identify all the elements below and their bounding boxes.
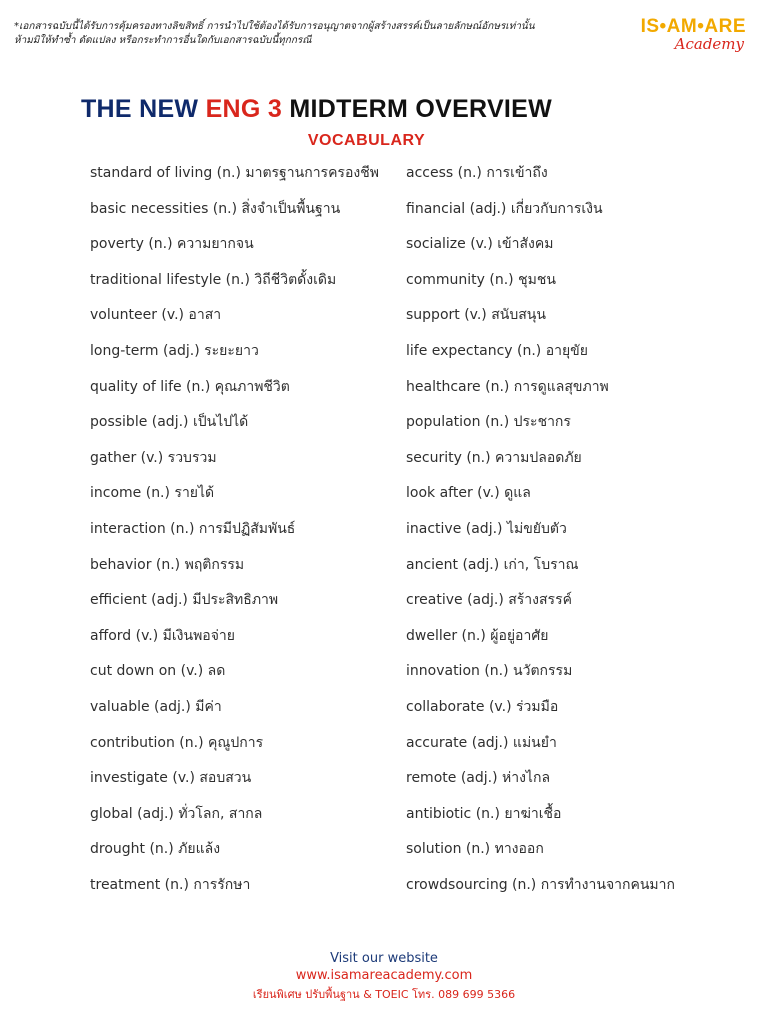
vocab-item: life expectancy (n.) อายุขัย <box>406 342 588 359</box>
vocab-item: innovation (n.) นวัตกรรม <box>406 663 573 680</box>
title-part-2: ENG 3 <box>205 95 283 123</box>
vocab-item: population (n.) ประชากร <box>406 414 571 431</box>
vocab-item: healthcare (n.) การดูแลสุขภาพ <box>406 378 609 395</box>
vocab-item: poverty (n.) ความยากจน <box>90 236 254 253</box>
vocabulary-column-left <box>90 156 410 903</box>
vocab-item: support (v.) สนับสนุน <box>406 307 546 324</box>
vocab-item: cut down on (v.) ลด <box>90 663 226 680</box>
vocab-item: collaborate (v.) ร่วมมือ <box>406 698 559 715</box>
vocab-item: standard of living (n.) มาตรฐานการครองชีพ <box>90 165 379 181</box>
vocab-item: look after (v.) ดูแล <box>406 485 531 502</box>
website-link[interactable]: www.isamareacademy.com <box>295 968 473 983</box>
footer-visit-label: Visit our website <box>330 951 438 966</box>
vocab-item: contribution (n.) คุณูปการ <box>90 734 264 751</box>
vocab-item: financial (adj.) เกี่ยวกับการเงิน <box>406 200 603 217</box>
vocabulary-column-right <box>406 156 726 903</box>
page-title <box>0 95 633 124</box>
vocab-item: community (n.) ชุมชน <box>406 271 556 288</box>
vocab-item: socialize (v.) เข้าสังคม <box>406 236 554 253</box>
vocab-item: long-term (adj.) ระยะยาว <box>90 342 259 359</box>
vocab-item: income (n.) รายได้ <box>90 485 215 502</box>
title-part-1: THE NEW <box>80 95 206 123</box>
vocab-item: creative (adj.) สร้างสรรค์ <box>406 592 572 609</box>
vocab-item: global (adj.) ทั่วโลก, สากล <box>90 805 263 822</box>
vocab-item: gather (v.) รวบรวม <box>90 449 217 466</box>
vocab-item: access (n.) การเข้าถึง <box>406 165 548 181</box>
brand-subtitle: Academy <box>674 35 744 53</box>
vocab-item: possible (adj.) เป็นไปได้ <box>90 414 249 431</box>
vocab-item: solution (n.) ทางออก <box>406 841 544 858</box>
vocab-item: investigate (v.) สอบสวน <box>90 770 252 787</box>
vocab-item: remote (adj.) ห่างไกล <box>406 770 551 787</box>
vocab-item: traditional lifestyle (n.) วิถีชีวิตดั้งเดิม <box>90 271 337 288</box>
section-heading: VOCABULARY <box>307 132 426 149</box>
disclaimer-line-1: *เอกสารฉบับนี้ได้รับการคุ้มครองทางลิขสิทธิ์ การนำไปใช้ต้องได้รับการอนุญาตจากผู้สร้างสรรค์เป็นลายลักษณ์อักษรเท่านั้น <box>14 21 535 32</box>
vocab-item: volunteer (v.) อาสา <box>90 307 222 324</box>
brand-name: IS•AM•ARE <box>640 16 746 37</box>
vocab-item: interaction (n.) การมีปฏิสัมพันธ์ <box>90 520 296 537</box>
vocab-item: crowdsourcing (n.) การทำงานจากคนมาก <box>406 876 675 893</box>
vocab-item: accurate (adj.) แม่นยำ <box>406 734 557 751</box>
brand-logo <box>606 16 746 53</box>
footer <box>0 950 768 1004</box>
vocab-item: basic necessities (n.) สิ่งจำเป็นพื้นฐาน <box>90 200 341 217</box>
vocab-item: antibiotic (n.) ยาฆ่าเชื้อ <box>406 805 562 822</box>
vocab-item: behavior (n.) พฤติกรรม <box>90 556 245 573</box>
vocab-item: drought (n.) ภัยแล้ง <box>90 841 221 858</box>
copyright-disclaimer <box>14 20 534 48</box>
vocab-item: inactive (adj.) ไม่ขยับตัว <box>406 520 567 537</box>
vocab-item: dweller (n.) ผู้อยู่อาศัย <box>406 627 549 644</box>
disclaimer-line-2: ห้ามมิให้ทำซ้ำ ดัดแปลง หรือกระทำการอื่นใดกับเอกสารฉบับนี้ทุกกรณี <box>14 35 312 46</box>
contact-info: เรียนพิเศษ ปรับพื้นฐาน & TOEIC โทร. 089 699 5366 <box>252 988 516 1001</box>
vocab-item: efficient (adj.) มีประสิทธิภาพ <box>90 592 279 609</box>
vocab-item: valuable (adj.) มีค่า <box>90 698 222 715</box>
vocab-item: security (n.) ความปลอดภัย <box>406 449 582 466</box>
title-part-3: MIDTERM OVERVIEW <box>282 95 553 123</box>
vocab-item: treatment (n.) การรักษา <box>90 876 251 893</box>
vocab-item: afford (v.) มีเงินพอจ่าย <box>90 627 235 644</box>
vocab-item: ancient (adj.) เก่า, โบราณ <box>406 556 579 573</box>
vocab-item: quality of life (n.) คุณภาพชีวิต <box>90 378 290 395</box>
